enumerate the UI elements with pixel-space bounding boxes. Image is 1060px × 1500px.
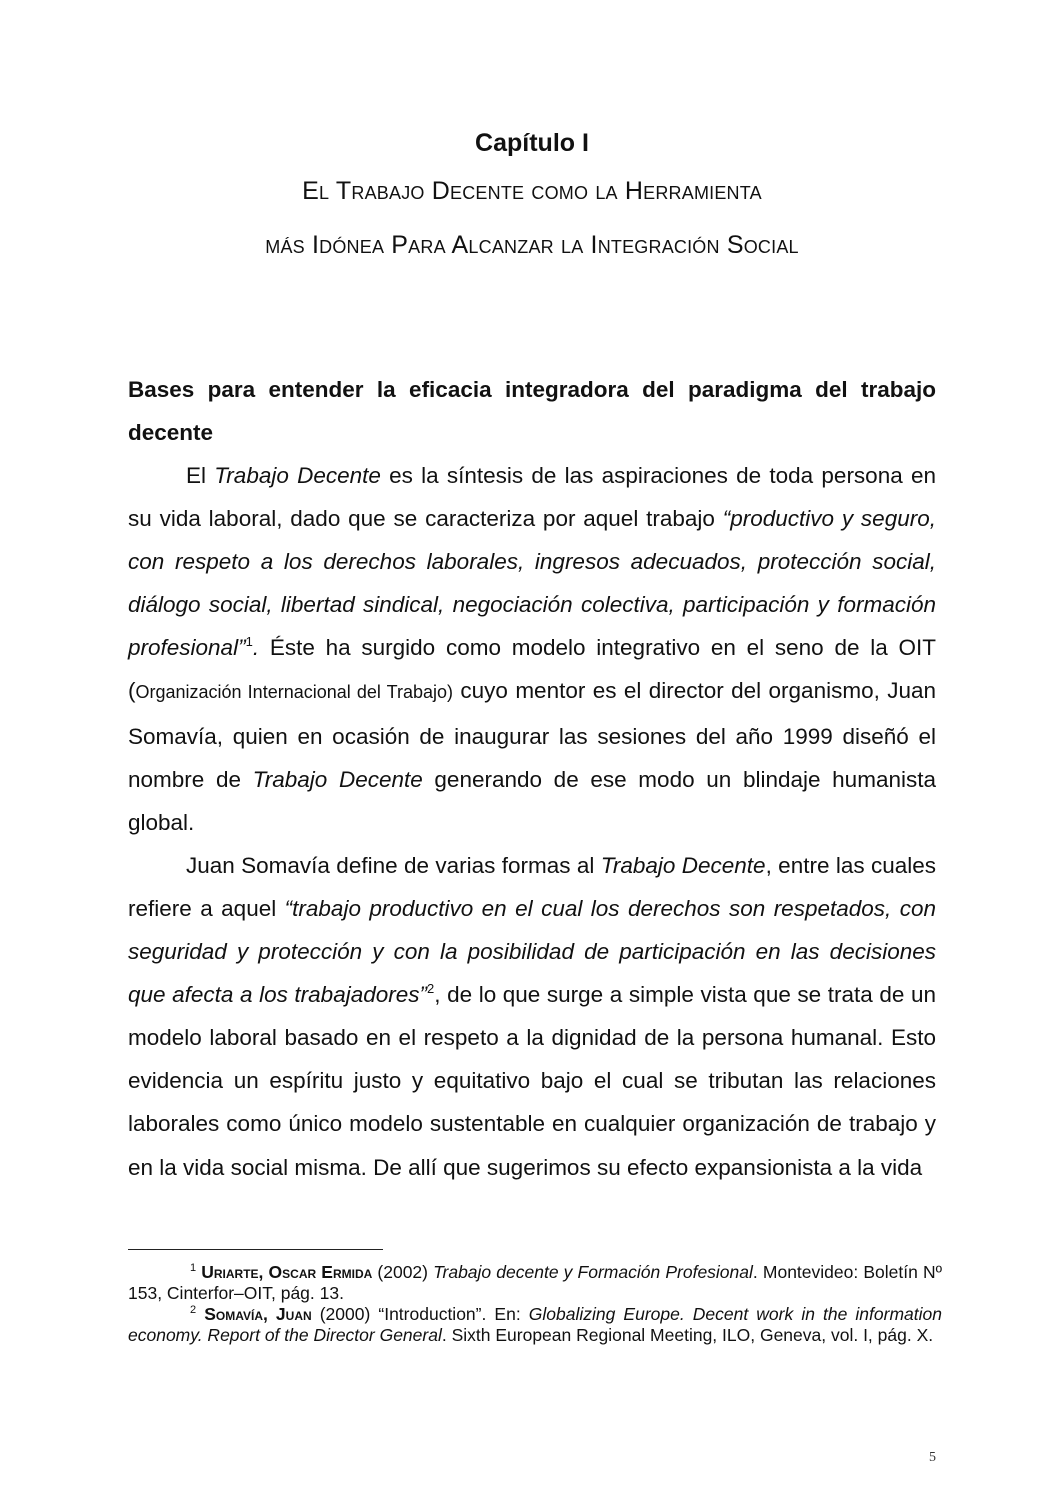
- footnote-separator: [128, 1249, 383, 1250]
- footnote-work-title: Trabajo decente y Formación Profesional: [433, 1262, 753, 1282]
- footnotes: [128, 1262, 942, 1346]
- text-run: es la síntesis de las aspiraciones de toda persona en su vida laboral, dado que se caracteriza por aquel trabajo: [128, 463, 936, 532]
- quotation: “productivo y seguro, con respeto a los derechos laborales, ingresos adecuados, protección social, diálogo social, libertad sindical, negociación colectiva, participación y formación profesional”: [128, 506, 936, 661]
- emphasis: Trabajo Decente: [600, 852, 766, 878]
- footnote-ref[interactable]: 2: [427, 981, 435, 997]
- chapter-title-line-2: más Idónea Para Alcanzar la Integración Social: [265, 231, 799, 259]
- footnote-author: Uriarte, Oscar Ermida: [201, 1262, 373, 1282]
- emphasis: Trabajo Decente: [252, 766, 423, 792]
- paragraph: [128, 844, 936, 1189]
- chapter-title: [128, 164, 936, 272]
- chapter-label: Capítulo I: [475, 129, 589, 157]
- text-run: El: [186, 463, 215, 488]
- text-run: . Sixth European Regional Meeting, ILO, Geneva, vol. I, pág. X.: [441, 1325, 934, 1345]
- footnote-number: 2: [190, 1304, 197, 1316]
- footnote-author: Somavía, Juan: [204, 1304, 312, 1324]
- text-run: , de lo que surge a simple vista que se trata de un modelo laboral basado en el respeto a la dignidad de la persona humanal. Esto evidencia un espíritu justo y equitativo bajo el cual se tributan las relaciones laborales como único modelo sustentable en cualquier organización de trabajo y en la vida social misma. De allí que sugerimos su efecto expansionista a la vida: [128, 982, 937, 1180]
- footnote-ref[interactable]: 1: [245, 634, 253, 650]
- text-run: Juan Somavía define de varias formas al: [186, 852, 601, 878]
- emphasis: Trabajo Decente: [214, 463, 381, 488]
- page-number: 5: [929, 1450, 936, 1465]
- body-text: [128, 368, 936, 1189]
- text-run: Éste ha surgido como modelo integrativo en el seno de la OIT (: [128, 635, 936, 704]
- text-run: (2002): [372, 1262, 434, 1282]
- chapter-header: [128, 124, 936, 272]
- paragraph: [128, 454, 936, 844]
- chapter-title-line-1: El Trabajo Decente como la Herramienta: [302, 177, 762, 205]
- text-run: , entre las cuales refiere a aquel: [128, 852, 936, 921]
- footnote-work-title: Globalizing Europe. Decent work in the information economy. Report of the Director General: [128, 1304, 942, 1345]
- text-run: . Montevideo: Boletín Nº 153, Cinterfor–OIT, pág. 13.: [128, 1262, 942, 1303]
- text-run: (2000) “Introduction”. En:: [311, 1304, 529, 1324]
- section-heading: Bases para entender la eficacia integradora del paradigma del trabajo decente: [128, 377, 936, 445]
- footnote-number: 1: [190, 1262, 197, 1274]
- text-run: .: [252, 635, 260, 661]
- footnote: [128, 1262, 942, 1304]
- quotation: “trabajo productivo en el cual los derechos son respetados, con seguridad y protección y con la posibilidad de participación en las decisiones que afecta a los trabajadores”: [128, 895, 936, 1008]
- text-run: generando de ese modo un blindaje humanista global.: [128, 766, 936, 835]
- text-run-small: Organización Internacional del Trabajo): [135, 682, 454, 703]
- footnote: [128, 1304, 942, 1346]
- text-run: cuyo mentor es el director del organismo, Juan Somavía, quien en ocasión de inaugurar las sesiones del año 1999 diseñó el nombre de: [128, 678, 936, 792]
